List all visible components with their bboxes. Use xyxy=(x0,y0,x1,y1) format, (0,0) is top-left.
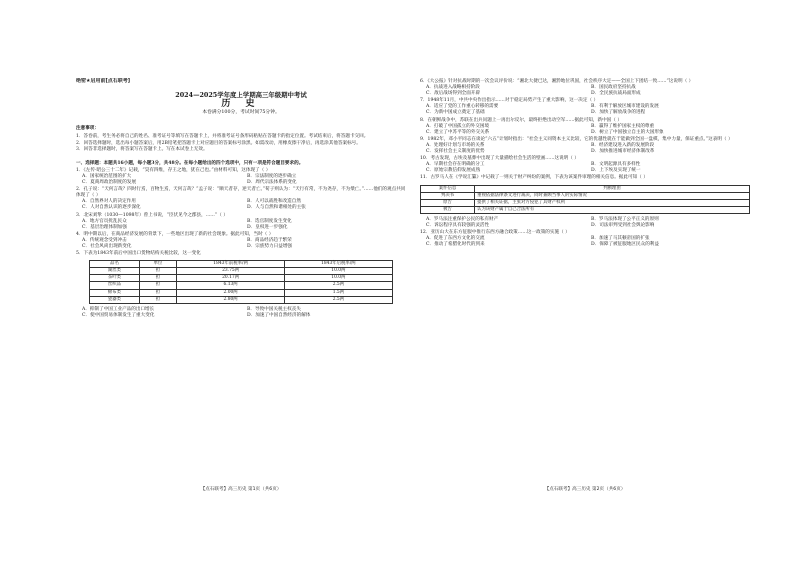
option: A．传统观念受到冲击 xyxy=(82,237,127,243)
page-footer: 【点石联考】高三历史 第1页（共6页） xyxy=(200,486,282,492)
table-cell: 丝织品 xyxy=(90,282,139,289)
exam-page-2 xyxy=(420,78,750,493)
question-8: 8．在朝鲜战争中，苏联在出兵问题上一再出尔反尔，最终拒绝出动空军……据此可知，新中国（ ） xyxy=(420,117,622,123)
table-header-cell: 1843年后税率/两 xyxy=(284,261,392,268)
question-4: 4．明中期以后，在商品经济发展的背景下，一些地区出现了新的社会现象。据此可知，当时（ ） xyxy=(76,231,274,237)
question-3-options xyxy=(76,219,406,231)
table-header-row xyxy=(90,261,393,268)
table-row xyxy=(421,199,750,206)
option: B．选官制度发生变化 xyxy=(247,218,292,224)
table-row xyxy=(90,268,393,275)
option: A．国家统治范围的扩大 xyxy=(82,173,132,179)
option: A．早期社会存在明确的分工 xyxy=(426,162,485,168)
question-5-options xyxy=(76,307,406,319)
question-9: 9．1982年，邓小平同志在谈论“六五”计划时指出：“社会主义同资本主义比较，它的优越性就在于能做到全国一盘棋，集中力量，保证重点。”这表明（ ） xyxy=(420,136,733,142)
note-item: 1．答卷前，考生务必将自己的姓名、准考证号等填写在答题卡上，并将准考证号条形码粘贴在答题卡的指定位置。考试结束后，将答题卡交回。 xyxy=(76,134,369,140)
option: B．商品经济趋于繁荣 xyxy=(247,237,292,243)
question-10: 10．考古发现，古埃及墓葬中出现了大量描绘社会生活的壁画……这说明（ ） xyxy=(420,156,579,162)
option: B．赢得了维护国家主权的尊重 xyxy=(591,123,655,129)
option: D．保障了被征服地区民众的利益 xyxy=(591,242,659,248)
table-row xyxy=(421,206,750,213)
option: C．人对自然认识的逐步深化 xyxy=(82,205,141,211)
option: B．导致中国关税主权丧失 xyxy=(247,306,301,312)
table-header-cell: 品名 xyxy=(90,261,139,268)
option: C．为新中国成立奠定了基础 xyxy=(426,110,485,116)
table-cell: 认为该财产属于自己合法所有 xyxy=(475,206,750,213)
table-row xyxy=(90,275,393,282)
option: C．推动了希腊化时代的到来 xyxy=(426,242,485,248)
exam-page-1 xyxy=(76,78,406,493)
table-cell: 重视依据法律条文进行裁决，同时兼顾当事人的实际情况 xyxy=(475,192,750,199)
option: B．人可以战胜和改造自然 xyxy=(247,199,301,205)
question-7: 7．1948年11月，中共中央作出指示……对于稳定局势产生了重大影响，这一决定（ ） xyxy=(420,98,599,104)
table-cell: 担 xyxy=(139,289,177,296)
option: B．有利于解放区城市建设的发展 xyxy=(591,104,659,110)
note-item: 3．回答非选择题时，将答案写在答题卡上。写在本试卷上无效。 xyxy=(76,146,208,152)
option: D．加快了解放战争的进程 xyxy=(591,110,646,116)
option: B．经济建设进入新的发展阶段 xyxy=(591,142,655,148)
table-header-cell: 1843年前税率/两 xyxy=(177,261,285,268)
option: A．适应了党的工作重心转移的需要 xyxy=(426,104,499,110)
table-cell: 茶叶类 xyxy=(90,275,139,282)
table-cell: 10.0两 xyxy=(284,275,392,282)
table-cell: 20.17两 xyxy=(177,275,285,282)
table-cell: 担 xyxy=(139,268,177,275)
option: A．罗马法注重保护公民的私有财产 xyxy=(426,216,499,222)
table-cell: 2.00两 xyxy=(177,289,285,296)
question-5: 5．下表为1843年前后中国出口货物结构关税比较，这一变化 xyxy=(76,251,201,257)
option: D．宗族势力日益增强 xyxy=(247,243,293,249)
question-6: 6．《大公报》针对抗战时期的一次会议评价说：“湘北大捷已达，湘黔地位巩固，社会秩序大定——全国上下团结一致……”这说明（ ） xyxy=(420,79,694,84)
note-item: 2．回答选择题时，选出每小题答案后，用2B铅笔把答题卡上对应题目的答案标号涂黑。如需改动，用橡皮擦干净后，再选涂其他答案标号。 xyxy=(76,140,361,146)
option: C．夏商周政治制度的发展 xyxy=(82,180,137,186)
question-2: 2．孔子说：“天何言哉？四时行焉，百物生焉，天何言哉？”孟子说：“顺天者存，逆天者亡。”荀子则认为：“天行有常，不为尧存，不为桀亡。”……他们的观点共同体现了（ ） xyxy=(76,187,406,199)
subject-title: 历 史 xyxy=(221,99,261,110)
table-header-cell: 案件信息 xyxy=(421,185,475,192)
option: C．发挥社会主义制度的优势 xyxy=(426,149,485,155)
section-heading: 一、选择题：本题共16小题，每小题3分，共48分。在每小题给出的四个选项中，只有一项是符合题目要求的。 xyxy=(76,160,304,166)
question-8-options xyxy=(420,124,750,136)
option: A．处理好计划与市场的关系 xyxy=(426,142,485,148)
option: B．文明起源具有多样性 xyxy=(591,162,641,168)
table-cell: 被告 xyxy=(421,206,475,213)
page-footer: 【点石联考】高三历史 第2页（共6页） xyxy=(544,486,626,492)
question-10-options xyxy=(420,162,750,174)
option: A．抗战进入战略相持阶段 xyxy=(426,85,480,91)
question-1-options xyxy=(76,174,406,186)
table-cell: 瓷器类 xyxy=(90,296,139,303)
table-cell: 担 xyxy=(139,296,177,303)
notes-heading: 注意事项： xyxy=(76,126,99,132)
option: C．使中国贸易体制发生了重大变化 xyxy=(82,312,155,318)
question-7-options xyxy=(420,104,750,116)
option: C．原始宗教信仰发展成熟 xyxy=(426,168,481,174)
option: A．打破了中国孤立的外交困境 xyxy=(426,123,490,129)
option: A．地方官员扰乱民众 xyxy=(82,218,127,224)
table-cell: 担 xyxy=(139,275,177,282)
table-cell: 2.5两 xyxy=(284,282,392,289)
table-cell: 棉布类 xyxy=(90,289,139,296)
table-cell: 担 xyxy=(139,282,177,289)
option: D．人与自然和谐相处的主张 xyxy=(247,205,306,211)
table-cell: 判决书 xyxy=(421,192,475,199)
option: D．全民族抗战局面形成 xyxy=(591,91,641,97)
table-row xyxy=(90,289,393,296)
question-12: 12．亚历山大在东方征服中推行东西方融合政策……这一政策的实施（ ） xyxy=(420,230,570,236)
table-header-cell: 单位 xyxy=(139,261,177,268)
table-cell: 10.0两 xyxy=(284,268,392,275)
option: D．皇权进一步强化 xyxy=(247,224,288,230)
option: D．周代宗法体系的变化 xyxy=(247,180,297,186)
option: D．上下埃及实现了统一 xyxy=(591,168,641,174)
option: B．加速了马其顿帝国的扩张 xyxy=(591,236,650,242)
question-9-options xyxy=(420,143,750,155)
table-row xyxy=(421,192,750,199)
option: C．基层治理体制加强 xyxy=(82,224,127,230)
table-row xyxy=(90,296,393,303)
option: A．抑制了中国工业产品的出口增长 xyxy=(82,306,155,312)
table-cell: 湖丝类 xyxy=(90,268,139,275)
question-11-options xyxy=(420,217,750,229)
option: D．加快推进城市经济体制改革 xyxy=(591,149,655,155)
table-cell: 23.75两 xyxy=(177,268,285,275)
option: D．树立了中国独立自主的大国形象 xyxy=(591,129,664,135)
question-6-options xyxy=(420,85,750,97)
option: B．宗法制度的逐步确立 xyxy=(247,173,297,179)
question-11: 11．古罗马人在《学说汇纂》中记载了一则关于财产纠纷的案例，下表为该案件审理的相关信息。据此可知（ ） xyxy=(420,175,648,181)
table-cell: 提供了相关证据，主张对方侵犯了其财产权利 xyxy=(475,199,750,206)
question-3: 3．北宋刘挚（1030—1098年）曾上书说，“臣伏见今之郡县，……”（ ） xyxy=(76,212,228,218)
question-2-options xyxy=(76,199,406,211)
table-header-row xyxy=(421,185,750,192)
table-cell: 6.13两 xyxy=(177,282,285,289)
option: C．诉讼程序具有较强的灵活性 xyxy=(426,222,490,228)
option: C．敌后战场得到全面开辟 xyxy=(426,91,481,97)
question-12-options xyxy=(420,236,750,248)
option: A．促进了东西方文化的交流 xyxy=(426,236,485,242)
option: B．罗马法体现了公平正义的原则 xyxy=(591,216,659,222)
table-row xyxy=(90,282,393,289)
table-cell: 2.5两 xyxy=(284,296,392,303)
table-cell: 2.80两 xyxy=(177,296,285,303)
tariff-table xyxy=(89,260,393,304)
option: D．司法审判受到社会舆论影响 xyxy=(591,222,655,228)
option: B．国民政府坚持抗战 xyxy=(591,85,636,91)
score-line: 本卷满分100分，考试时间75分钟。 xyxy=(202,110,280,116)
secret-label: 绝密★启用前[点石联考] xyxy=(76,78,131,84)
option: C．建立了中苏平等的外交关系 xyxy=(426,129,490,135)
option: C．社会风尚出现新变化 xyxy=(82,243,132,249)
table-cell: 原告 xyxy=(421,199,475,206)
table-header-cell: 判断理由 xyxy=(475,185,750,192)
option: D．加速了中国自然经济的解体 xyxy=(247,312,311,318)
question-4-options xyxy=(76,238,406,250)
exam-title: 2024—2025学年度上学期高三年级期中考试 xyxy=(175,91,307,100)
question-1: 1．《左传·昭公三十二年》记载，“昊有四维，存王之地，犹在己也。”由材料可知，这体现了（ ） xyxy=(76,167,271,173)
exam-sheet xyxy=(48,78,748,493)
table-cell: 1.5两 xyxy=(284,289,392,296)
option: A．自然界对人的决定作用 xyxy=(82,199,136,205)
case-table xyxy=(420,185,750,214)
